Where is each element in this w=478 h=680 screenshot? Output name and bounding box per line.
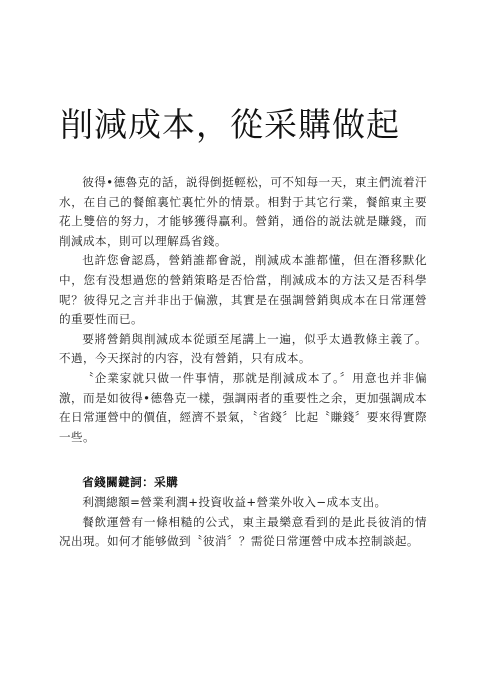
profit-formula: 利潤總額=營業利潤+投資收益+營業外收入−成本支出。 bbox=[82, 494, 387, 509]
paragraph-2: 也許您會認爲，營銷誰都會説，削減成本誰都懂，但在潛移默化中，您有没想過您的營銷策略是否恰當，削減成本的方法又是否科學呢？彼得兄之言并非出于偏激，其實是在强調營銷與成本在日常運營的重要性而已。 bbox=[59, 253, 427, 327]
paragraph-4: 〝企業家就只做一件事情，那就是削減成本了。〞用意也并非偏激，而是如彼得•德魯克一樣，强調兩者的重要性之余，更加强調成本在日常運營中的價值，經濟不景氣，〝省錢〞比起〝賺錢〞要來得實際一些。 bbox=[59, 370, 427, 444]
document-body bbox=[59, 173, 427, 552]
paragraph-1: 彼得•德魯克的話，説得倒挺輕松，可不知每一天，東主們流着汗水，在自己的餐館裏忙裏忙外的情景。相對于其它行業，餐館東主要花上雙倍的努力，才能够獲得贏利。營銷，通俗的説法就是賺錢，而削減成本，則可以理解爲省錢。 bbox=[59, 175, 427, 248]
section-heading: 省錢關鍵詞：采購 bbox=[82, 475, 179, 490]
document-title: 削減成本，從采購做起 bbox=[60, 105, 400, 145]
paragraph-3: 要將營銷與削減成本從頭至尾講上一遍，似乎太過教條主義了。不過，今天探討的内容，没有營銷，只有成本。 bbox=[59, 331, 427, 366]
paragraph-5: 餐飲運營有一條相糙的公式，東主最樂意看到的是此長彼消的情况出現。如何才能够做到〝彼消〞？需從日常運營中成本控制談起。 bbox=[59, 514, 427, 549]
section-spacer bbox=[59, 447, 427, 473]
